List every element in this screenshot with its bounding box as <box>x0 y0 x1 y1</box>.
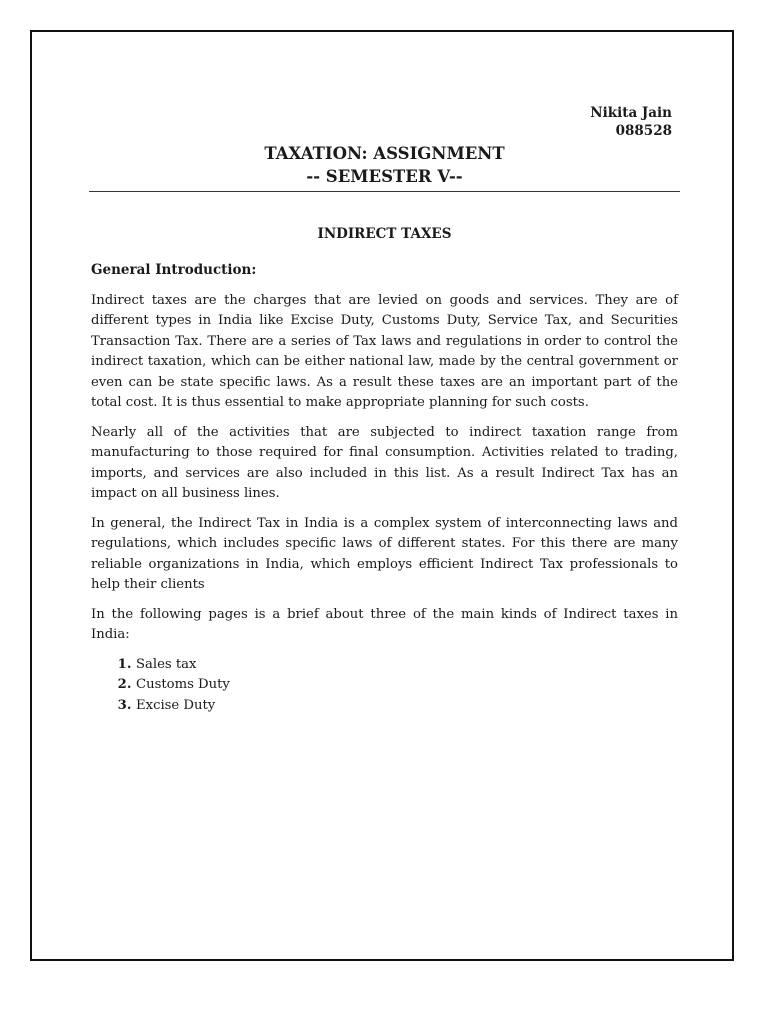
tax-list <box>91 655 678 717</box>
document-title <box>89 142 680 188</box>
author-id: 088528 <box>615 123 672 139</box>
paragraph-4: In the following pages is a brief about three of the main kinds of Indirect taxes in India: <box>91 606 678 642</box>
list-item: 3. Excise Duty <box>136 696 678 717</box>
list-item: 1. Sales tax <box>136 655 678 676</box>
section-heading: INDIRECT TAXES <box>317 226 452 242</box>
paragraph-2: Nearly all of the activities that are subjected to indirect taxation range from manufacturing to those required for final consumption. Activities related to trading, imports, and services are also included in this list. As a result Indirect Tax has an impact on all business lines. <box>91 424 678 501</box>
author-name: Nikita Jain <box>590 105 672 121</box>
paragraph-3: In general, the Indirect Tax in India is a complex system of interconnecting laws and regulations, which includes specific laws of different states. For this there are many reliable organizations in India, which employs efficient Indirect Tax professionals to help their clients <box>91 515 678 592</box>
subheading: General Introduction: <box>91 262 257 278</box>
title-divider <box>89 191 680 192</box>
author-block <box>590 104 672 140</box>
document-body <box>91 260 678 716</box>
title-line-1: TAXATION: ASSIGNMENT <box>264 144 505 163</box>
title-line-2: -- SEMESTER V-- <box>306 167 463 186</box>
paragraph-1: Indirect taxes are the charges that are levied on goods and services. They are of different types in India like Excise Duty, Customs Duty, Service Tax, and Securities Transaction Tax. There are a series of Tax laws and regulations in order to control the indirect taxation, which can be either national law, made by the central government or even can be state specific laws. As a result these taxes are an important part of the total cost. It is thus essential to make appropriate planning for such costs. <box>91 292 678 410</box>
list-item: 2. Customs Duty <box>136 675 678 696</box>
